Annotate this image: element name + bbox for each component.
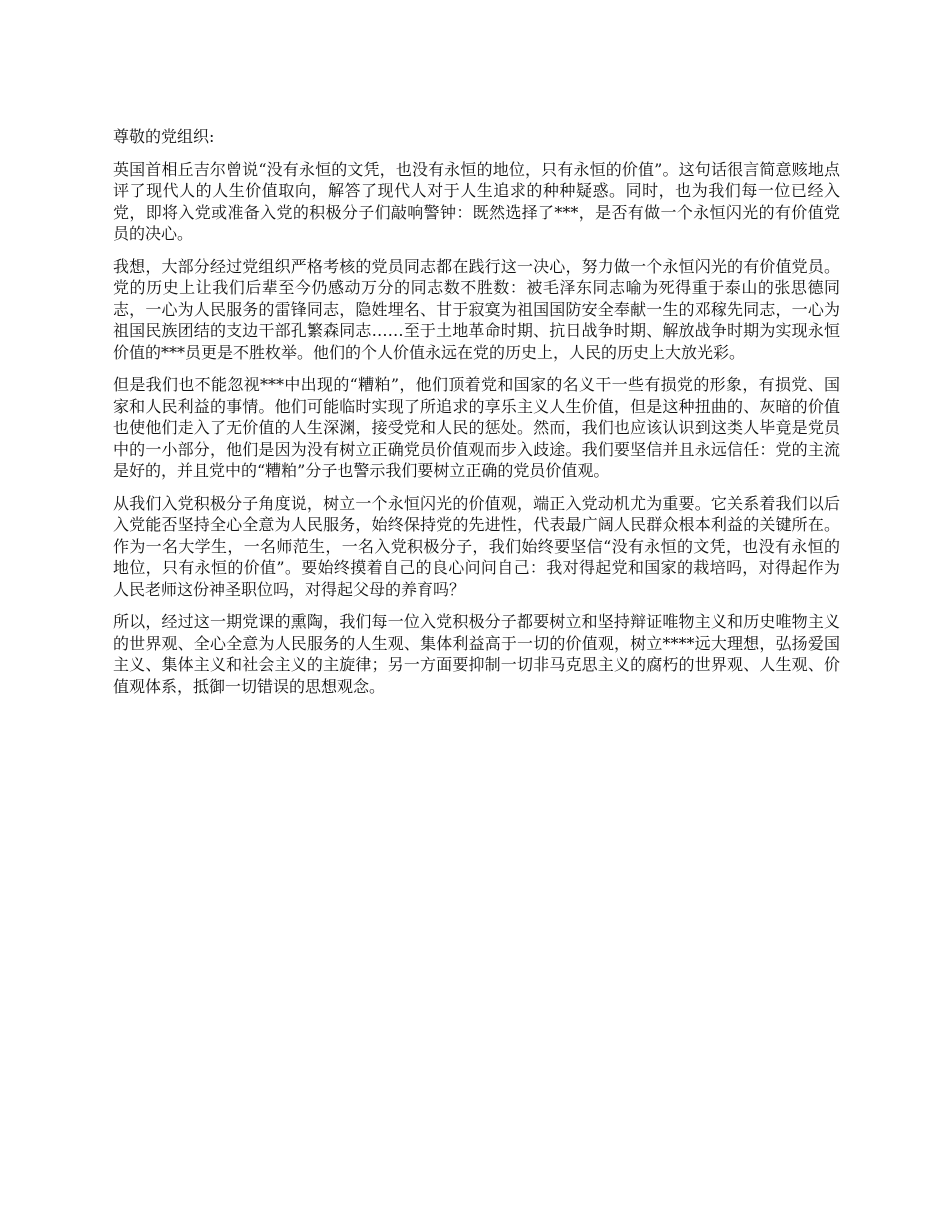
document-page [113, 126, 840, 708]
paragraph-4: 从我们入党积极分子角度说，树立一个永恒闪光的价值观，端正入党动机尤为重要。它关系着我们以后入党能否坚持全心全意为人民服务，始终保持党的先进性，代表最广阔人民群众根本利益的关键所在。作为一名大学生，一名师范生，一名入党积极分子，我们始终要坚信“没有永恒的文凭，也没有永恒的地位，只有永恒的价值”。要始终摸着自己的良心问问自己：我对得起党和国家的栽培吗，对得起作为人民老师这份神圣职位吗，对得起父母的养育吗？ [113, 493, 840, 599]
paragraph-1: 英国首相丘吉尔曾说“没有永恒的文凭，也没有永恒的地位，只有永恒的价值”。这句话很言简意赅地点评了现代人的人生价值取向，解答了现代人对于人生追求的种种疑惑。同时，也为我们每一位已经入党，即将入党或准备入党的积极分子们敲响警钟：既然选择了***，是否有做一个永恒闪光的有价值党员的决心。 [113, 159, 840, 243]
paragraph-5: 所以，经过这一期党课的熏陶，我们每一位入党积极分子都要树立和坚持辩证唯物主义和历史唯物主义的世界观、全心全意为人民服务的人生观、集体利益高于一切的价值观，树立****远大理想，弘扬爱国主义、集体主义和社会主义的主旋律；另一方面要抑制一切非马克思主义的腐朽的世界观、人生观、价值观体系，抵御一切错误的思想观念。 [113, 612, 840, 696]
paragraph-2: 我想，大部分经过党组织严格考核的党员同志都在践行这一决心，努力做一个永恒闪光的有价值党员。党的历史上让我们后辈至今仍感动万分的同志数不胜数：被毛泽东同志喻为死得重于泰山的张思德同志，一心为人民服务的雷锋同志，隐姓埋名、甘于寂寞为祖国国防安全奉献一生的邓稼先同志，一心为祖国民族团结的支边干部孔繁森同志……至于土地革命时期、抗日战争时期、解放战争时期为实现永恒价值的***员更是不胜枚举。他们的个人价值永远在党的历史上，人民的历史上大放光彩。 [113, 256, 840, 362]
salutation: 尊敬的党组织: [113, 127, 215, 146]
paragraph-3: 但是我们也不能忽视***中出现的“糟粕”，他们顶着党和国家的名义干一些有损党的形象，有损党、国家和人民利益的事情。他们可能临时实现了所追求的享乐主义人生价值，但是这种扭曲的、灰暗的价值也使他们走入了无价值的人生深渊，接受党和人民的惩处。然而，我们也应该认识到这类人毕竟是党员中的一小部分，他们是因为没有树立正确党员价值观而步入歧途。我们要坚信并且永远信任：党的主流是好的，并且党中的“糟粕”分子也警示我们要树立正确的党员价值观。 [113, 375, 840, 480]
